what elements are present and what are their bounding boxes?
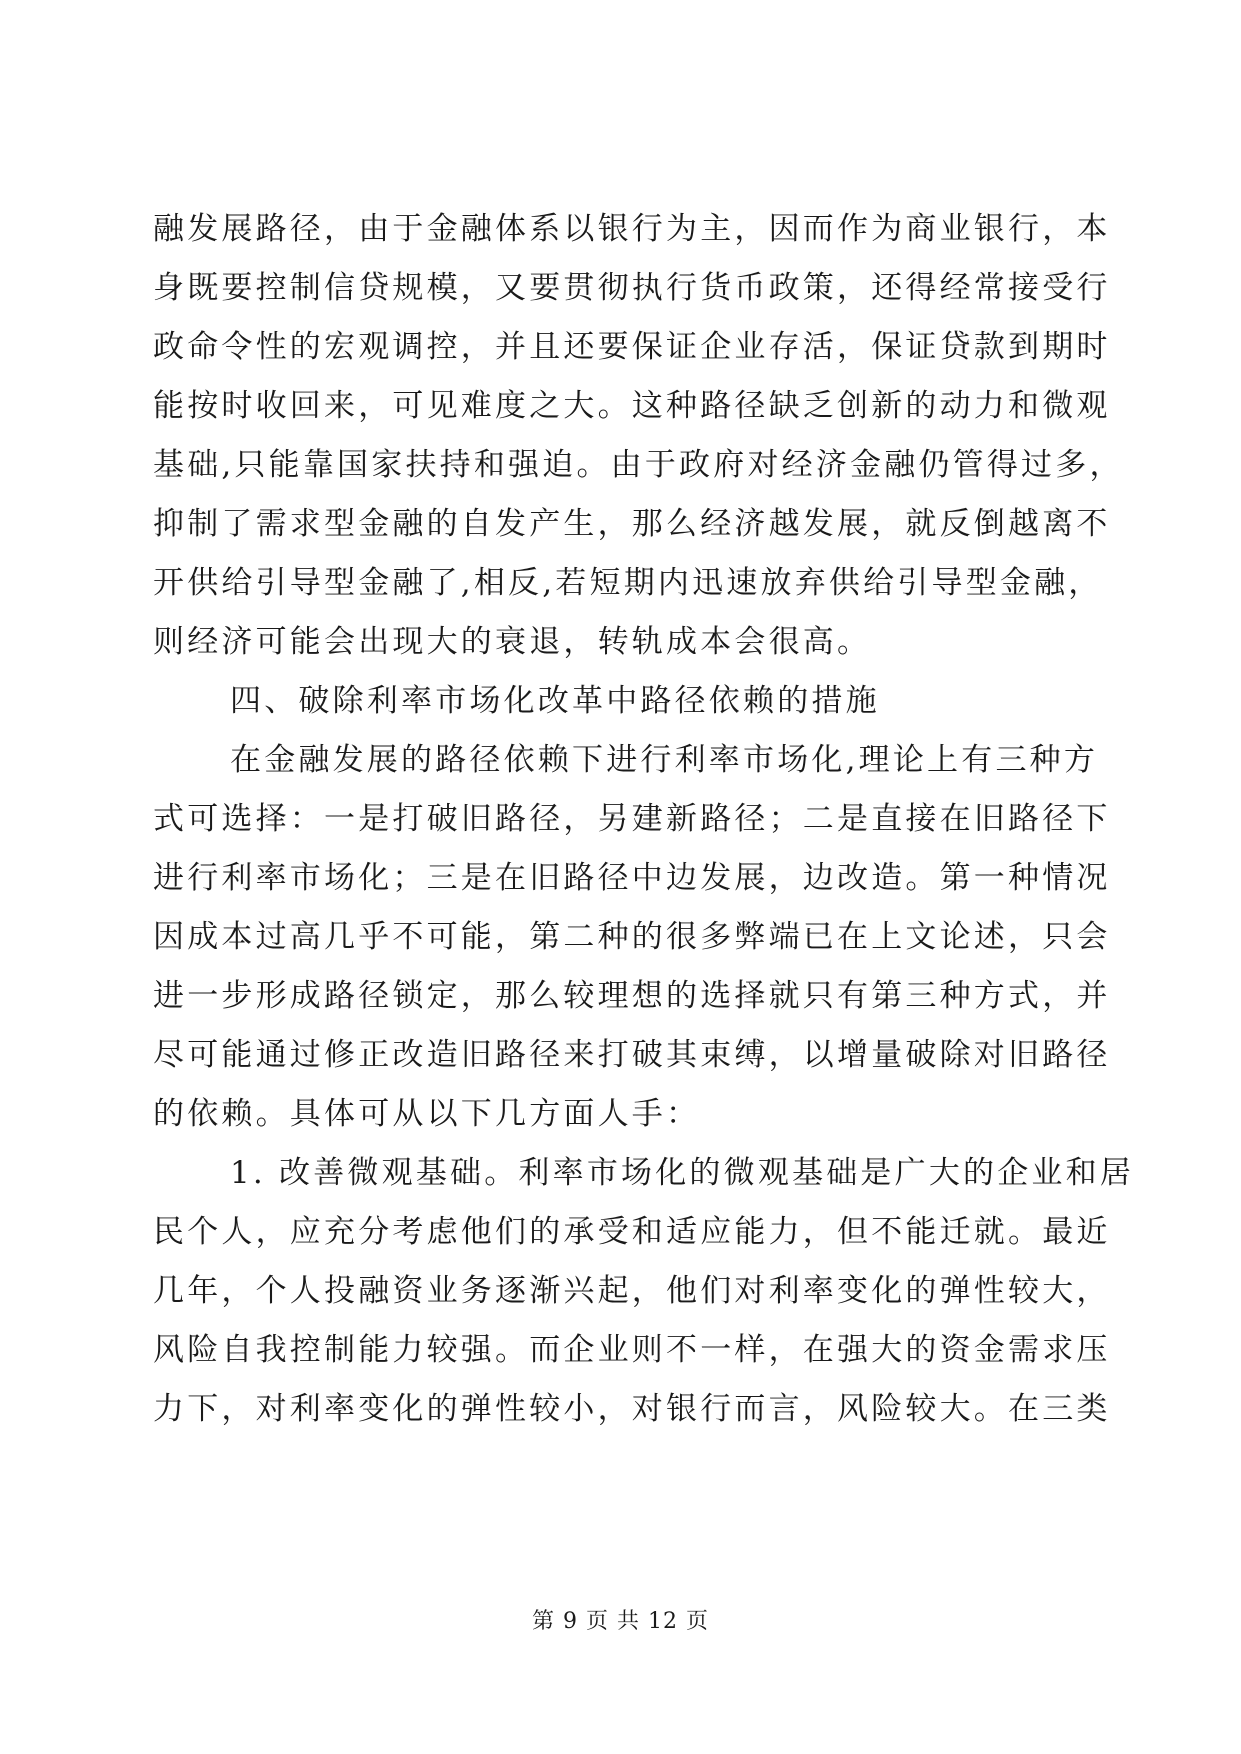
- text-line: 在金融发展的路径依赖下进行利率市场化,理论上有三种方: [230, 742, 1099, 778]
- text-line: 的依赖。具体可从以下几方面人手：: [153, 1096, 701, 1132]
- text-line: 则经济可能会出现大的衰退，转轨成本会很高。: [153, 624, 872, 660]
- text-line: 几年，个人投融资业务逐渐兴起，他们对利率变化的弹性较大，: [153, 1273, 1111, 1309]
- text-line: 进一步形成路径锁定，那么较理想的选择就只有第三种方式，并: [153, 978, 1111, 1014]
- page-number-footer: 第 9 页 共 12 页: [532, 1609, 709, 1634]
- text-line: 融发展路径，由于金融体系以银行为主，因而作为商业银行，本: [153, 211, 1111, 247]
- text-line: 抑制了需求型金融的自发产生，那么经济越发展，就反倒越离不: [153, 506, 1111, 542]
- text-line: 风险自我控制能力较强。而企业则不一样，在强大的资金需求压: [153, 1332, 1111, 1368]
- text-line: 基础,只能靠国家扶持和强迫。由于政府对经济金融仍管得过多，: [153, 447, 1124, 483]
- text-line: 开供给引导型金融了,相反,若短期内迅速放弃供给引导型金融，: [153, 565, 1103, 601]
- text-line: 身既要控制信贷规模，又要贯彻执行货币政策，还得经常接受行: [153, 270, 1111, 306]
- text-line: 政命令性的宏观调控，并且还要保证企业存活，保证贷款到期时: [153, 329, 1111, 365]
- text-line: 能按时收回来，可见难度之大。这种路径缺乏创新的动力和微观: [153, 388, 1111, 424]
- heading-text: 四、破除利率市场化改革中路径依赖的措施: [230, 683, 880, 719]
- text-line: 进行利率市场化；三是在旧路径中边发展，边改造。第一种情况: [153, 860, 1111, 896]
- text-line: 民个人，应充分考虑他们的承受和适应能力，但不能迁就。最近: [153, 1214, 1111, 1250]
- text-line: 式可选择：一是打破旧路径，另建新路径；二是直接在旧路径下: [153, 801, 1111, 837]
- text-line: 力下，对利率变化的弹性较小，对银行而言，风险较大。在三类: [153, 1391, 1111, 1427]
- text-line: 尽可能通过修正改造旧路径来打破其束缚，以增量破除对旧路径: [153, 1037, 1111, 1073]
- text-line: 因成本过高几乎不可能，第二种的很多弊端已在上文论述，只会: [153, 919, 1111, 955]
- text-line: 1. 改善微观基础。利率市场化的微观基础是广大的企业和居: [230, 1155, 1135, 1191]
